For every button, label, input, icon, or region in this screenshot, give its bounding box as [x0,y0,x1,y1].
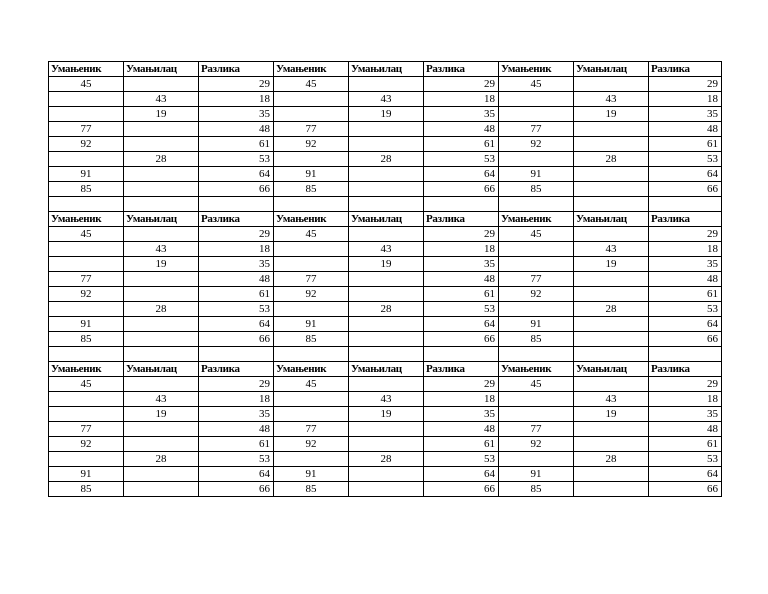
subtrahend-cell [574,467,649,482]
difference-cell: 64 [424,317,499,332]
difference-cell: 18 [199,392,274,407]
minuend-cell: 77 [274,272,349,287]
minuend-cell: 85 [49,482,124,497]
header-row [49,212,722,227]
empty-cell [574,197,649,212]
difference-cell: 53 [424,452,499,467]
table-row [49,287,722,302]
minuend-cell [49,107,124,122]
minuend-cell: 77 [274,422,349,437]
minuend-cell: 91 [49,467,124,482]
difference-cell: 18 [649,92,722,107]
difference-cell: 66 [649,482,722,497]
difference-cell: 35 [424,257,499,272]
table-row [49,302,722,317]
subtrahend-cell [124,332,199,347]
subtrahend-cell: 43 [124,392,199,407]
minuend-cell: 92 [499,287,574,302]
minuend-cell: 91 [49,167,124,182]
table-row [49,77,722,92]
empty-cell [499,197,574,212]
difference-cell: 64 [649,317,722,332]
empty-cell [499,347,574,362]
minuend-cell: 77 [274,122,349,137]
minuend-cell: 45 [274,227,349,242]
header-subtrahend: Умањилац [574,362,649,377]
subtrahend-cell [124,467,199,482]
subtrahend-cell: 28 [574,302,649,317]
difference-cell: 29 [199,77,274,92]
difference-cell: 48 [199,272,274,287]
difference-cell: 61 [199,137,274,152]
difference-cell: 48 [649,422,722,437]
minuend-cell: 85 [49,182,124,197]
difference-cell: 53 [199,302,274,317]
difference-cell: 18 [199,92,274,107]
difference-cell: 61 [424,287,499,302]
difference-cell: 35 [424,407,499,422]
header-difference: Разлика [649,362,722,377]
difference-cell: 61 [649,287,722,302]
table-row [49,92,722,107]
difference-cell: 53 [199,152,274,167]
subtrahend-cell: 28 [574,452,649,467]
difference-cell: 53 [199,452,274,467]
header-minuend: Умањеник [499,362,574,377]
difference-cell: 18 [649,392,722,407]
subtrahend-cell: 43 [574,242,649,257]
subtrahend-cell [349,317,424,332]
difference-cell: 61 [199,287,274,302]
worksheet-body [49,62,722,497]
subtrahend-cell [349,332,424,347]
subtrahend-cell: 19 [349,407,424,422]
minuend-cell [499,452,574,467]
difference-cell: 29 [424,77,499,92]
minuend-cell [274,242,349,257]
header-difference: Разлика [199,362,274,377]
minuend-cell: 45 [274,377,349,392]
minuend-cell: 92 [49,287,124,302]
empty-cell [124,197,199,212]
minuend-cell: 92 [499,437,574,452]
difference-cell: 64 [649,467,722,482]
header-minuend: Умањеник [499,212,574,227]
difference-cell: 18 [649,242,722,257]
minuend-cell: 77 [499,272,574,287]
difference-cell: 18 [199,242,274,257]
minuend-cell [499,392,574,407]
empty-cell [574,347,649,362]
header-minuend: Умањеник [274,212,349,227]
minuend-cell: 85 [499,332,574,347]
difference-cell: 18 [424,92,499,107]
subtrahend-cell [124,422,199,437]
subtrahend-cell [574,167,649,182]
difference-cell: 66 [199,332,274,347]
minuend-cell [49,257,124,272]
subtrahend-cell: 28 [124,452,199,467]
subtrahend-cell [349,167,424,182]
subtrahend-cell: 19 [124,107,199,122]
minuend-cell [274,302,349,317]
header-row [49,62,722,77]
minuend-cell: 45 [499,377,574,392]
minuend-cell [274,92,349,107]
table-row [49,242,722,257]
minuend-cell [274,152,349,167]
minuend-cell: 92 [274,437,349,452]
difference-cell: 64 [199,467,274,482]
header-subtrahend: Умањилац [574,62,649,77]
subtrahend-cell: 43 [574,392,649,407]
subtrahend-cell [349,377,424,392]
subtrahend-cell: 28 [349,152,424,167]
subtrahend-cell [574,422,649,437]
subtrahend-cell [574,482,649,497]
subtrahend-cell [124,437,199,452]
table-row [49,122,722,137]
subtrahend-cell [124,287,199,302]
empty-cell [424,347,499,362]
subtrahend-cell: 43 [124,92,199,107]
minuend-cell: 85 [49,332,124,347]
difference-cell: 48 [424,272,499,287]
minuend-cell: 77 [49,272,124,287]
header-subtrahend: Умањилац [349,62,424,77]
difference-cell: 53 [649,452,722,467]
minuend-cell: 85 [274,182,349,197]
difference-cell: 64 [199,167,274,182]
empty-cell [49,347,124,362]
subtrahend-cell: 19 [574,257,649,272]
difference-cell: 35 [649,407,722,422]
subtrahend-cell: 28 [124,152,199,167]
subtrahend-cell [124,167,199,182]
table-row [49,377,722,392]
minuend-cell: 92 [49,137,124,152]
difference-cell: 53 [649,152,722,167]
header-subtrahend: Умањилац [124,362,199,377]
minuend-cell: 45 [499,77,574,92]
difference-cell: 29 [649,227,722,242]
minuend-cell [274,392,349,407]
header-subtrahend: Умањилац [124,62,199,77]
minuend-cell [499,92,574,107]
difference-cell: 35 [199,257,274,272]
difference-cell: 48 [649,272,722,287]
minuend-cell: 85 [274,332,349,347]
difference-cell: 61 [199,437,274,452]
table-row [49,392,722,407]
subtrahend-cell: 19 [574,407,649,422]
minuend-cell: 91 [274,167,349,182]
table-row [49,317,722,332]
minuend-cell: 45 [49,77,124,92]
difference-cell: 61 [649,437,722,452]
difference-cell: 35 [199,107,274,122]
subtrahend-cell: 19 [349,257,424,272]
subtrahend-cell: 43 [349,242,424,257]
difference-cell: 66 [649,332,722,347]
minuend-cell [49,152,124,167]
difference-cell: 29 [424,227,499,242]
table-row [49,257,722,272]
table-row [49,407,722,422]
spacer-row [49,197,722,212]
minuend-cell [274,452,349,467]
subtrahend-cell: 28 [349,452,424,467]
difference-cell: 29 [199,227,274,242]
minuend-cell [49,392,124,407]
difference-cell: 53 [424,302,499,317]
subtrahend-cell: 19 [124,257,199,272]
header-difference: Разлика [424,362,499,377]
difference-cell: 18 [424,392,499,407]
subtrahend-cell [124,272,199,287]
header-difference: Разлика [424,212,499,227]
difference-cell: 48 [649,122,722,137]
minuend-cell: 85 [499,182,574,197]
empty-cell [199,197,274,212]
minuend-cell [49,407,124,422]
difference-cell: 66 [199,482,274,497]
minuend-cell: 77 [49,122,124,137]
difference-cell: 35 [199,407,274,422]
header-difference: Разлика [199,62,274,77]
minuend-cell [499,407,574,422]
difference-cell: 29 [199,377,274,392]
empty-cell [199,347,274,362]
difference-cell: 66 [424,482,499,497]
empty-cell [424,197,499,212]
minuend-cell: 92 [499,137,574,152]
difference-cell: 35 [424,107,499,122]
subtrahend-cell [349,437,424,452]
header-difference: Разлика [424,62,499,77]
minuend-cell: 45 [274,77,349,92]
minuend-cell [49,242,124,257]
subtrahend-cell [349,77,424,92]
table-row [49,152,722,167]
table-row [49,272,722,287]
table-row [49,332,722,347]
difference-cell: 61 [649,137,722,152]
difference-cell: 29 [649,377,722,392]
subtrahend-cell: 28 [124,302,199,317]
subtrahend-cell [349,227,424,242]
subtrahend-cell [574,137,649,152]
subtrahend-cell: 28 [574,152,649,167]
subtrahend-cell: 19 [574,107,649,122]
table-row [49,467,722,482]
difference-cell: 66 [649,182,722,197]
table-row [49,437,722,452]
table-row [49,452,722,467]
header-subtrahend: Умањилац [124,212,199,227]
minuend-cell: 91 [499,467,574,482]
difference-cell: 48 [424,422,499,437]
minuend-cell: 45 [49,227,124,242]
subtraction-worksheet-table [48,61,722,497]
difference-cell: 35 [649,257,722,272]
minuend-cell [499,302,574,317]
minuend-cell: 91 [274,317,349,332]
header-row [49,362,722,377]
difference-cell: 35 [649,107,722,122]
minuend-cell [499,152,574,167]
minuend-cell: 85 [274,482,349,497]
subtrahend-cell [574,77,649,92]
header-difference: Разлика [649,62,722,77]
subtrahend-cell [574,122,649,137]
empty-cell [349,197,424,212]
difference-cell: 29 [649,77,722,92]
subtrahend-cell [349,122,424,137]
minuend-cell: 77 [499,422,574,437]
subtrahend-cell: 43 [349,392,424,407]
empty-cell [649,347,722,362]
table-row [49,182,722,197]
header-difference: Разлика [199,212,274,227]
subtrahend-cell [574,272,649,287]
subtrahend-cell: 43 [574,92,649,107]
empty-cell [274,347,349,362]
minuend-cell [49,92,124,107]
table-row [49,107,722,122]
subtrahend-cell [574,317,649,332]
subtrahend-cell [124,377,199,392]
subtrahend-cell [574,227,649,242]
minuend-cell: 92 [49,437,124,452]
table-row [49,167,722,182]
minuend-cell: 91 [499,317,574,332]
minuend-cell [274,407,349,422]
header-subtrahend: Умањилац [574,212,649,227]
header-minuend: Умањеник [49,362,124,377]
subtrahend-cell [124,137,199,152]
difference-cell: 64 [424,167,499,182]
header-minuend: Умањеник [274,362,349,377]
subtrahend-cell [124,482,199,497]
table-row [49,227,722,242]
difference-cell: 48 [199,422,274,437]
subtrahend-cell: 19 [124,407,199,422]
minuend-cell [499,242,574,257]
minuend-cell: 45 [499,227,574,242]
empty-cell [124,347,199,362]
minuend-cell: 85 [499,482,574,497]
minuend-cell: 77 [499,122,574,137]
difference-cell: 64 [424,467,499,482]
difference-cell: 48 [199,122,274,137]
subtrahend-cell: 19 [349,107,424,122]
subtrahend-cell [574,437,649,452]
subtrahend-cell [349,272,424,287]
empty-cell [49,197,124,212]
difference-cell: 53 [649,302,722,317]
minuend-cell [274,107,349,122]
minuend-cell [49,452,124,467]
difference-cell: 61 [424,437,499,452]
subtrahend-cell: 43 [349,92,424,107]
minuend-cell: 91 [499,167,574,182]
minuend-cell [49,302,124,317]
subtrahend-cell [349,137,424,152]
header-subtrahend: Умањилац [349,212,424,227]
difference-cell: 29 [424,377,499,392]
subtrahend-cell [574,332,649,347]
subtrahend-cell [349,422,424,437]
difference-cell: 53 [424,152,499,167]
minuend-cell: 91 [274,467,349,482]
difference-cell: 61 [424,137,499,152]
subtrahend-cell [124,182,199,197]
header-minuend: Умањеник [499,62,574,77]
difference-cell: 64 [649,167,722,182]
header-minuend: Умањеник [274,62,349,77]
spacer-row [49,347,722,362]
header-subtrahend: Умањилац [349,362,424,377]
difference-cell: 66 [424,182,499,197]
header-minuend: Умањеник [49,62,124,77]
subtrahend-cell [124,77,199,92]
subtrahend-cell: 28 [349,302,424,317]
subtrahend-cell [124,317,199,332]
header-minuend: Умањеник [49,212,124,227]
minuend-cell: 91 [49,317,124,332]
subtrahend-cell [124,227,199,242]
subtrahend-cell [349,467,424,482]
difference-cell: 18 [424,242,499,257]
table-row [49,482,722,497]
table-row [49,137,722,152]
difference-cell: 64 [199,317,274,332]
empty-cell [349,347,424,362]
subtrahend-cell [349,287,424,302]
difference-cell: 66 [424,332,499,347]
subtrahend-cell [349,182,424,197]
minuend-cell [499,257,574,272]
subtrahend-cell [124,122,199,137]
minuend-cell: 92 [274,287,349,302]
minuend-cell: 77 [49,422,124,437]
subtrahend-cell [574,377,649,392]
subtrahend-cell [574,182,649,197]
header-difference: Разлика [649,212,722,227]
empty-cell [274,197,349,212]
empty-cell [649,197,722,212]
difference-cell: 48 [424,122,499,137]
minuend-cell [499,107,574,122]
subtrahend-cell: 43 [124,242,199,257]
minuend-cell: 45 [49,377,124,392]
subtrahend-cell [574,287,649,302]
minuend-cell: 92 [274,137,349,152]
minuend-cell [274,257,349,272]
table-row [49,422,722,437]
subtrahend-cell [349,482,424,497]
difference-cell: 66 [199,182,274,197]
